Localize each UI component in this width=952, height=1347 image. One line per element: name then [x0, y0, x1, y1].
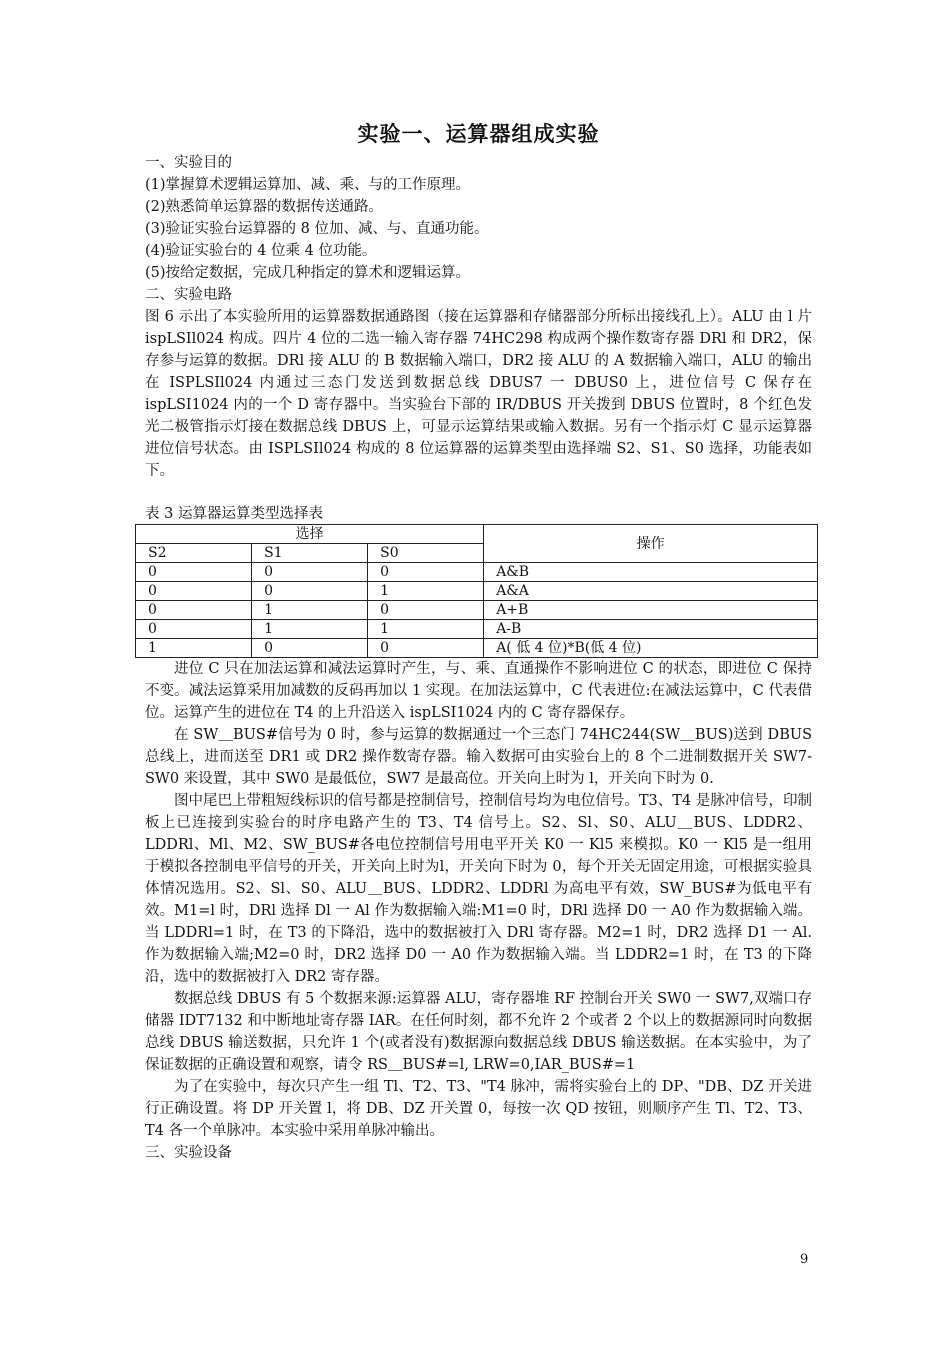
section-heading-equipment: 三、实验设备	[145, 1145, 232, 1161]
table-cell: A&A	[484, 582, 818, 601]
table-subheader: S0	[368, 544, 484, 563]
table-row	[136, 601, 818, 620]
table-row	[136, 639, 818, 658]
table-subheader: S1	[252, 544, 368, 563]
objective-item: (5)按给定数据，完成几种指定的算术和逻辑运算。	[145, 265, 471, 281]
body-paragraph-control-signals: 图中尾巴上带粗短线标识的信号都是控制信号，控制信号均为电位信号。T3、T4 是脉冲信号，印制板上已连接到实验台的时序电路产生的 T3、T4 信号上。S2、Sl、S0、ALU＿BUS、LDDR2、LDDRl、Ml、M2、SW_BUS#各电位控制信号用电平开关 K0 一 Kl5 来模拟。K0 一 Kl5 是一组用于模拟各控制电平信号的开关，开关向上时为l，开关向下时为 0，每个开关无固定用途，可根据实验具体情况选用。S2、Sl、S0、ALU＿BUS、LDDR2、LDDRl 为高电平有效，SW_BUS#为低电平有效。M1=l 时，DRl 选择 Dl 一 Al 作为数据输入端:M1=0 时，DRl 选择 D0 一 A0 作为数据输入端。当 LDDRl=1 时，在 T3 的下降沿，选中的数据被打入 DRl 寄存器。M2=1 时，DR2 选择 D1 一 Al.作为数据输入端;M2=0 时，DR2 选择 D0 一 A0 作为数据输入端。当 LDDR2=1 时，在 T3 的下降沿，选中的数据被打入 DR2 寄存器。	[145, 793, 813, 985]
table-cell: 1	[368, 620, 484, 639]
table-cell: 0	[136, 563, 252, 582]
table-cell: 0	[252, 639, 368, 658]
section-heading-circuit: 二、实验电路	[145, 287, 232, 303]
circuit-intro-paragraph: 图 6 示出了本实验所用的运算器数据通路图（接在运算器和存储器部分所标出接线孔上）。ALU 由 l 片 ispLSIl024 构成。四片 4 位的二选一输入寄存器 74HC298 构成两个操作数寄存器 DRl 和 DR2，保存参与运算的数据。DRl 接 ALU 的 B 数据输入端口，DR2 接 ALU 的 A 数据输入端口，ALU 的输出在 ISPLSIl024 内通过三态门发送到数据总线 DBUS7 一 DBUS0 上，进位信号 C 保存在 ispLSI1024 内的一个 D 寄存器中。当实验台下部的 IR/DBUS 开关拨到 DBUS 位置时，8 个红色发光二极管指示灯接在数据总线 DBUS 上，可显示运算结果或输入数据。另有一个指示灯 C 显示运算器进位信号状态。由 ISPLSIl024 构成的 8 位运算器的运算类型由选择端 S2、S1、S0 选择，功能表如下。	[145, 309, 812, 479]
table-cell: A+B	[484, 601, 818, 620]
table-cell: 1	[252, 601, 368, 620]
table-row	[136, 582, 818, 601]
table-caption: 表 3 运算器运算类型选择表	[145, 506, 323, 522]
table-cell: A&B	[484, 563, 818, 582]
operation-select-table	[135, 524, 818, 658]
table-cell: 1	[136, 639, 252, 658]
table-cell: 0	[252, 582, 368, 601]
page-title: 实验一、运算器组成实验	[357, 121, 600, 146]
table-op-header: 操作	[484, 525, 818, 563]
table-cell: A( 低 4 位)*B(低 4 位)	[484, 639, 818, 658]
table-row	[136, 563, 818, 582]
body-paragraph-pulse: 为了在实验中，每次只产生一组 Tl、T2、T3、"T4 脉冲，需将实验台上的 DP、"DB、DZ 开关进行正确设置。将 DP 开关置 l，将 DB、DZ 开关置 0，每按一次 QD 按钮，则顺序产生 Tl、T2、T3、T4 各一个单脉冲。本实验中采用单脉冲输出。	[145, 1079, 812, 1139]
page-number: 9	[800, 1252, 809, 1267]
table-subheader: S2	[136, 544, 252, 563]
objective-item: (1)掌握算术逻辑运算加、减、乘、与的工作原理。	[145, 177, 471, 193]
table-cell: 0	[136, 620, 252, 639]
objective-item: (4)验证实验台的 4 位乘 4 位功能。	[145, 243, 377, 259]
table-cell: A-B	[484, 620, 818, 639]
table-group-header: 选择	[136, 525, 484, 544]
table-cell: 0	[368, 601, 484, 620]
table-cell: 1	[252, 620, 368, 639]
table-cell: 0	[136, 601, 252, 620]
table-cell: 0	[136, 582, 252, 601]
table-cell: 0	[368, 563, 484, 582]
body-paragraph-sw-bus: 在 SW＿BUS#信号为 0 时，参与运算的数据通过一个三态门 74HC244(SW＿BUS)送到 DBUS 总线上，进而送至 DR1 或 DR2 操作数寄存器。输入数据可由实验台上的 8 个二进制数据开关 SW7-SW0 来设置，其中 SW0 是最低位，SW7 是最高位。开关向上时为 l，开关向下时为 0.	[145, 727, 812, 787]
body-paragraph-dbus-sources: 数据总线 DBUS 有 5 个数据来源:运算器 ALU，寄存器堆 RF 控制台开关 SW0 一 SW7,双端口存储器 IDT7132 和中断地址寄存器 IAR。在任何时刻，都不允许 2 个或者 2 个以上的数据源同时向数据总线 DBUS 输送数据，只允许 1 个(或者没有)数据源向数据总线 DBUS 输送数据。在本实验中，为了保证数据的正确设置和观察，请令 RS＿BUS#=l, LRW=0,IAR_BUS#=1	[145, 991, 812, 1073]
table-cell: 0	[252, 563, 368, 582]
table-cell: 1	[368, 582, 484, 601]
table-row	[136, 620, 818, 639]
body-paragraph-carry: 进位 C 只在加法运算和减法运算时产生，与、乘、直通操作不影响进位 C 的状态，即进位 C 保持不变。减法运算采用加减数的反码再加以 1 实现。在加法运算中，C 代表进位:在减法运算中，C 代表借位。运算产生的进位在 T4 的上升沿送入 ispLSI1024 内的 C 寄存器保存。	[145, 661, 812, 721]
table-header-row	[136, 525, 818, 544]
objective-item: (2)熟悉简单运算器的数据传送通路。	[145, 199, 384, 215]
section-heading-objectives: 一、实验目的	[145, 155, 232, 171]
table-cell: 0	[368, 639, 484, 658]
objective-item: (3)验证实验台运算器的 8 位加、减、与、直通功能。	[145, 221, 489, 237]
document-page	[145, 110, 812, 1164]
